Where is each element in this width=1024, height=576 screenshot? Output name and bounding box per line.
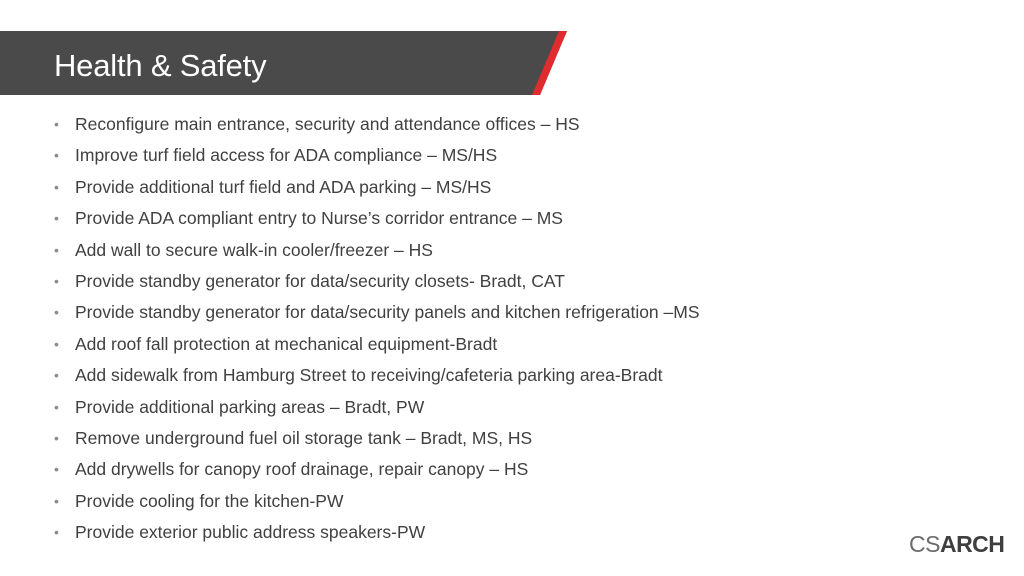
bullet-item (54, 392, 954, 423)
bullet-icon: • (54, 178, 59, 195)
bullet-text: Reconfigure main entrance, security and attendance offices – HS (75, 114, 580, 134)
bullet-item (54, 235, 954, 266)
bullet-text: Improve turf field access for ADA compliance – MS/HS (75, 145, 498, 166)
bullet-text: Add roof fall protection at mechanical equipment-Bradt (75, 333, 498, 354)
bullet-text: Provide standby generator for data/security panels and kitchen refrigeration –MS (75, 302, 700, 323)
bullet-text: Add wall to secure walk-in cooler/freezer – HS (75, 239, 433, 260)
bullet-item (54, 172, 954, 203)
bullet-text: Provide additional parking areas – Bradt, PW (75, 396, 425, 417)
bullet-item (54, 486, 954, 517)
slide-title: Health & Safety (54, 48, 267, 83)
bullet-icon: • (54, 398, 59, 415)
bullet-text: Provide standby generator for data/security closets- Bradt, CAT (75, 270, 565, 291)
bullet-list (54, 109, 954, 548)
bullet-icon: • (54, 116, 59, 132)
bullet-item (54, 329, 954, 360)
csarch-logo (909, 529, 1004, 559)
bullet-icon: • (54, 210, 59, 227)
bullet-icon: • (54, 367, 59, 384)
bullet-item (54, 297, 954, 328)
bullet-icon: • (54, 429, 59, 446)
bullet-item (54, 360, 954, 391)
bullet-icon: • (54, 147, 59, 164)
bullet-text: Provide ADA compliant entry to Nurse’s corridor entrance – MS (75, 208, 563, 229)
bullet-icon: • (54, 241, 59, 258)
bullet-icon: • (54, 335, 59, 352)
bullet-item (54, 423, 954, 454)
bullet-icon: • (54, 461, 59, 478)
bullet-icon: • (54, 272, 59, 289)
bullet-text: Add sidewalk from Hamburg Street to receiving/cafeteria parking area-Bradt (75, 365, 663, 386)
bullet-text: Add drywells for canopy roof drainage, repair canopy – HS (75, 459, 529, 480)
bullet-text: Provide exterior public address speakers-PW (75, 522, 426, 543)
bullet-text: Provide additional turf field and ADA parking – MS/HS (75, 176, 492, 197)
bullet-item (54, 454, 954, 485)
bullet-text: Remove underground fuel oil storage tank – Bradt, MS, HS (75, 427, 533, 448)
bullet-item (54, 517, 954, 548)
bullet-text: Provide cooling for the kitchen-PW (75, 490, 344, 511)
logo-text-arch: ARCH (939, 531, 1005, 557)
bullet-icon: • (54, 524, 59, 541)
bullet-item (54, 140, 954, 171)
bullet-item (54, 109, 954, 140)
bullet-item (54, 266, 954, 297)
logo-text-cs: CS (909, 531, 940, 557)
bullet-icon: • (54, 492, 59, 509)
bullet-icon: • (54, 304, 59, 321)
bullet-item (54, 203, 954, 234)
